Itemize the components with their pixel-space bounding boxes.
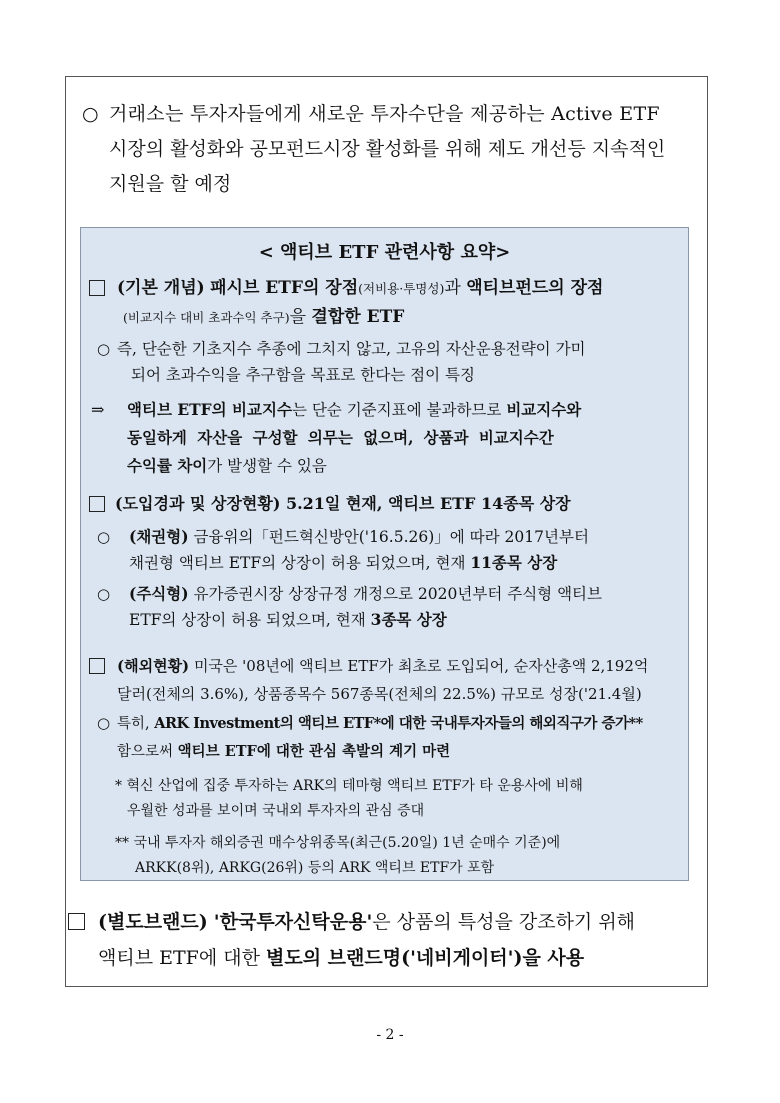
footnote-1-line-2: 우월한 성과를 보이며 국내외 투자자의 관심 증대	[127, 803, 425, 819]
equity-count: 3종목 상장	[370, 610, 447, 629]
arrow-implies-icon: ⇒	[91, 400, 105, 419]
circle-bullet-icon: ○	[97, 714, 111, 732]
brand-name-bold: 별도의 브랜드명('네비게이터')을 사용	[265, 947, 585, 969]
concept-section	[89, 274, 684, 332]
implication-text-1: 는 단순 기준지표에 불과하므로	[291, 401, 502, 419]
bond-text-1: 금융위의「펀드혁신방안('16.5.26)」에 따라 2017년부터	[193, 528, 589, 546]
equity-text-2: ETF의 상장이 허용 되었으며, 현재	[129, 611, 366, 629]
concept-and: 과	[444, 278, 461, 298]
equity-bullet	[97, 581, 687, 633]
circle-bullet-icon: ○	[82, 103, 99, 125]
brand-section	[68, 904, 704, 976]
ark-bold-1: ARK Investment의 액티브 ETF*에 대한 국내투자자들의 해외직구가 증가**	[154, 715, 643, 732]
summary-title: < 액티브 ETF 관련사항 요약>	[258, 242, 511, 263]
implication-index: 액티브 ETF의 비교지수	[127, 400, 292, 419]
concept-particle: 을	[289, 307, 307, 327]
implication-text-2: 가 발생할 수 있음	[207, 457, 327, 475]
overseas-line-1: 미국은 '08년에 액티브 ETF가 최초로 도입되어, 순자산총액 2,192억	[193, 657, 649, 675]
concept-passive-text: 패시브 ETF의 장점	[210, 278, 359, 298]
concept-combined: 결합한 ETF	[311, 307, 405, 327]
concept-sub-line-1: 즉, 단순한 기초지수 추종에 그치지 않고, 고유의 자산운용전략이 가미	[117, 340, 586, 358]
brand-heading: (별도브랜드)	[98, 911, 208, 933]
footnote-1	[115, 774, 685, 824]
status-heading: (도입경과 및 상장현황) 5.21일 현재, 액티브 ETF 14종목 상장	[115, 494, 571, 513]
footnote-1-line-1: * 혁신 산업에 집중 투자하는 ARK의 테마형 액티브 ETF가 타 운용사에 비해	[115, 778, 583, 794]
circle-bullet-icon: ○	[97, 585, 111, 603]
ark-bold-2: 액티브 ETF에 대한 관심 촉발의 계기 마련	[177, 743, 451, 760]
footnote-2-line-1: ** 국내 투자자 해외증권 매수상위종목(최근(5.20일) 1년 순매수 기준)에	[115, 835, 561, 851]
ark-bullet	[97, 710, 689, 766]
concept-heading: (기본 개념)	[117, 278, 205, 298]
ark-text-2: 함으로써	[117, 744, 174, 760]
concept-implication	[91, 396, 686, 480]
intro-line-3: 지원을 할 예정	[109, 173, 232, 195]
concept-bullet	[97, 336, 687, 388]
bond-bullet	[97, 524, 687, 576]
circle-bullet-icon: ○	[97, 528, 111, 546]
overseas-line-2: 달러(전체의 3.6%), 상품종목수 567종목(전체의 22.5%) 규모로 성장('21.4월)	[117, 685, 642, 703]
implication-bold-4: 수익률 차이	[127, 456, 208, 475]
equity-label: (주식형)	[129, 584, 189, 603]
implication-bold-3: 상품과 비교지수간	[423, 428, 554, 447]
circle-bullet-icon: ○	[97, 340, 111, 358]
overseas-section	[89, 652, 684, 708]
checkbox-square-icon	[89, 280, 105, 296]
overseas-heading: (해외현황)	[117, 657, 190, 675]
footnote-2-line-2: ARKK(8위), ARKG(26위) 등의 ARK 액티브 ETF가 포함	[135, 860, 495, 876]
intro-paragraph	[82, 97, 718, 202]
bond-label: (채권형)	[129, 527, 189, 546]
intro-line-2: 시장의 활성화와 공모펀드시장 활성화를 위해 제도 개선등 지속적인	[109, 138, 666, 160]
status-section	[89, 490, 684, 518]
checkbox-square-icon	[68, 913, 85, 930]
etf-summary-box	[80, 227, 689, 881]
concept-active-text: 액티브펀드의 장점	[466, 278, 604, 298]
brand-text-1: 은 상품의 특성을 강조하기 위해	[372, 911, 636, 933]
concept-passive-note: (저비용·투명성)	[358, 281, 445, 296]
checkbox-square-icon	[89, 496, 105, 512]
page-number: - 2 -	[376, 1027, 404, 1043]
intro-line-1: 거래소는 투자자들에게 새로운 투자수단을 제공하는 Active ETF	[109, 103, 660, 125]
brand-text-2: 액티브 ETF에 대한	[98, 947, 260, 969]
concept-sub-line-2: 되어 초과수익을 추구함을 목표로 한다는 점이 특징	[131, 366, 475, 384]
bond-text-2: 채권형 액티브 ETF의 상장이 허용 되었으며, 현재	[129, 554, 466, 572]
brand-company: '한국투자신탁운용'	[213, 911, 373, 933]
equity-text-1: 유가증권시장 상장규정 개정으로 2020년부터 주식형 액티브	[193, 585, 602, 603]
implication-bold-2: 동일하게 자산을 구성할 의무는 없으며,	[127, 428, 414, 447]
implication-bold-1: 비교지수와	[506, 400, 582, 419]
bond-count: 11종목 상장	[470, 553, 558, 572]
checkbox-square-icon	[89, 658, 105, 674]
footnote-2	[115, 831, 685, 881]
ark-text-1: 특히,	[117, 716, 150, 732]
concept-active-note: (비교지수 대비 초과수익 추구)	[123, 310, 290, 325]
